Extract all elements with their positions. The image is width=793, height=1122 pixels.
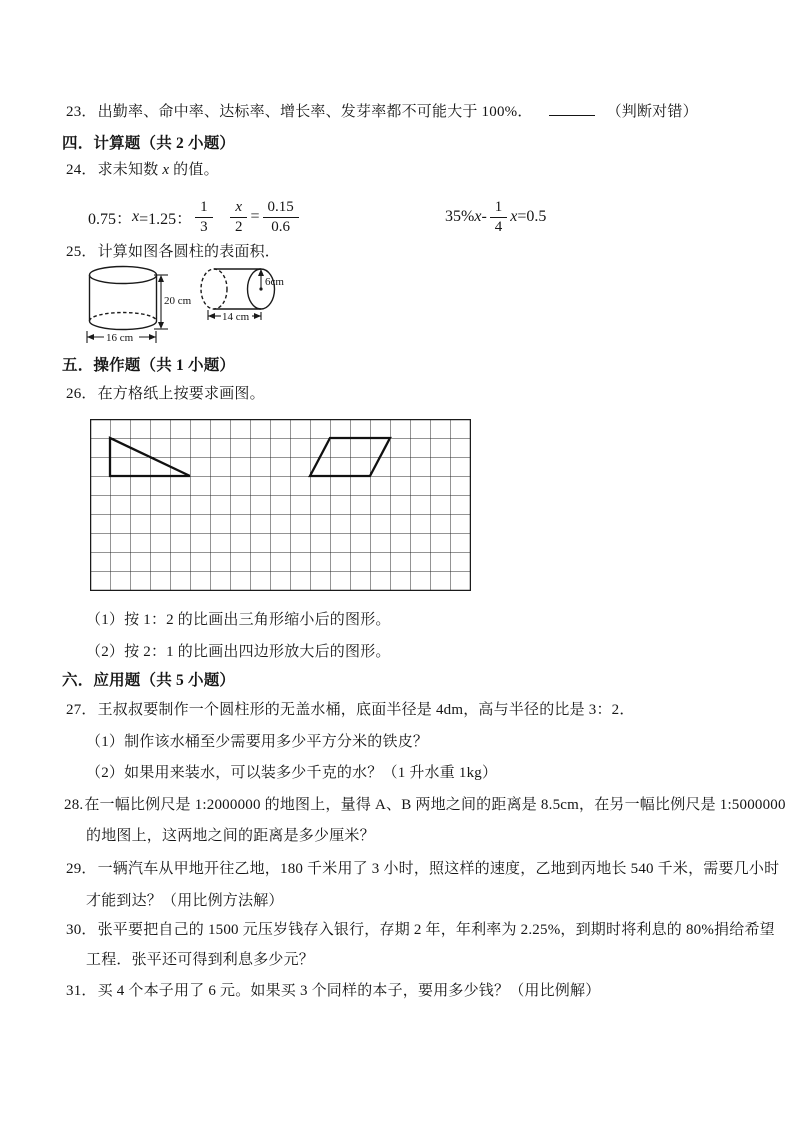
section-4-header: [62, 131, 235, 153]
question-27-number: 27．: [66, 702, 97, 718]
question-23-text: 出勤率、命中率、达标率、增长率、发芽率都不可能大于 100%．: [97, 104, 533, 120]
question-30-text-line2: 工程．张平还可得到利息多少元？: [86, 952, 315, 968]
question-25-number: 25．: [66, 244, 97, 260]
question-24-text-pre: 求未知数: [97, 162, 163, 178]
question-24-variable: x: [162, 162, 170, 178]
equation-2-equals: =: [250, 208, 260, 225]
question-31: [66, 979, 600, 1000]
equation-3-pre: 35%: [445, 208, 475, 225]
question-31-number: 31．: [66, 983, 97, 999]
equation-3-minus: -: [481, 208, 487, 225]
question-26-sub2: [86, 640, 391, 661]
question-29-line2: [86, 889, 284, 910]
equation-1-variable: x: [132, 208, 140, 225]
question-23-number: 23．: [66, 104, 97, 120]
question-26-sub2-text: （2）按 2：1 的比画出四边形放大后的图形。: [86, 644, 391, 660]
question-31-text: 买 4 个本子用了 6 元。如果买 3 个同样的本子，要用多少钱？（用比例解）: [97, 983, 601, 999]
equation-3-tail: =0.5: [517, 208, 547, 225]
question-27-sub1: [86, 730, 428, 751]
question-30-line1: [66, 918, 775, 939]
grid-border: [91, 420, 471, 591]
question-27-sub2: [86, 761, 497, 782]
question-30-text-line1: 张平要把自己的 1500 元压岁钱存入银行，存期 2 年，年利率为 2.25%，到期时将利息的 80%捐给希望: [97, 922, 775, 938]
question-28-line1: [64, 793, 786, 814]
equation-3-fraction: [490, 199, 508, 234]
question-28-text-line2: 的地图上，这两地之间的距离是多少厘米？: [86, 828, 375, 844]
equation-3-fraction-numerator: 1: [490, 199, 508, 217]
question-27: [66, 698, 635, 719]
cylinder2-radius-label: 6cm: [265, 276, 284, 288]
section-6-label: 六．应用题（共 5 小题）: [62, 672, 236, 689]
section-6-header: [62, 668, 235, 690]
equation-1-mid: =1.25：: [139, 210, 193, 228]
question-23-suffix: （判断对错）: [606, 104, 698, 120]
equation-2-right-denominator: 0.6: [271, 218, 291, 235]
equation-1-fraction-numerator: 1: [195, 199, 213, 217]
equation-2-right-fraction: [263, 199, 299, 234]
equation-1: [88, 192, 216, 242]
grid-paper-figure: [90, 419, 471, 591]
equation-3-variable1: x: [474, 208, 482, 225]
question-28-line2: [86, 824, 375, 845]
equation-3-variable2: x: [510, 208, 518, 225]
question-29-line1: [66, 857, 779, 878]
question-25: [66, 240, 280, 261]
question-26-sub1: [86, 608, 391, 629]
question-29-number: 29．: [66, 861, 97, 877]
equation-2-left-denominator: 2: [235, 218, 243, 235]
question-28-number: 28.: [64, 797, 84, 813]
question-30-number: 30．: [66, 922, 97, 938]
section-5-header: [62, 353, 235, 375]
horizontal-cylinder-figure: [197, 266, 303, 322]
question-26: [66, 382, 265, 403]
question-23: [66, 100, 698, 121]
question-26-text: 在方格纸上按要求画图。: [97, 386, 265, 402]
question-25-text: 计算如图各圆柱的表面积．: [97, 244, 281, 260]
question-26-sub1-text: （1）按 1：2 的比画出三角形缩小后的图形。: [86, 612, 391, 628]
cylinder2-length-label: 14 cm: [222, 311, 250, 322]
equation-2-left-numerator: x: [230, 199, 247, 217]
equation-2-right-numerator: 0.15: [263, 199, 299, 217]
question-26-number: 26．: [66, 386, 97, 402]
equation-1-pre: 0.75：: [88, 210, 133, 228]
equation-2: [227, 192, 302, 242]
equation-1-fraction-denominator: 3: [200, 218, 208, 235]
vertical-cylinder-figure: [84, 263, 202, 345]
question-27-sub2-text: （2）如果用来装水，可以装多少千克的水？（1 升水重 1kg）: [86, 765, 498, 781]
question-29-text-line2: 才能到达？（用比例方法解）: [86, 893, 284, 909]
equation-1-fraction: [195, 199, 213, 234]
question-24-text-post: 的值。: [169, 162, 219, 178]
question-23-answer-blank: [549, 102, 595, 116]
question-27-sub1-text: （1）制作该水桶至少需要用多少平方分米的铁皮？: [86, 734, 429, 750]
equation-3-fraction-denominator: 4: [494, 218, 503, 235]
question-27-text: 王叔叔要制作一个圆柱形的无盖水桶，底面半径是 4dm，高与半径的比是 3：2．: [97, 702, 635, 718]
question-24: [66, 158, 219, 179]
question-29-text-line1: 一辆汽车从甲地开往乙地，180 千米用了 3 小时，照这样的速度，乙地到丙地长 540 千米，需要几小时: [97, 861, 780, 877]
section-4-label: 四．计算题（共 2 小题）: [62, 135, 236, 152]
equation-3: [445, 192, 546, 242]
question-30-line2: [86, 948, 314, 969]
equation-2-left-fraction: [230, 199, 248, 234]
cylinder1-diameter-label: 16 cm: [106, 332, 134, 344]
question-28-text-line1: 在一幅比例尺是 1:2000000 的地图上，量得 A、B 两地之间的距离是 8.5cm，在另一幅比例尺是 1:5000000: [84, 797, 786, 813]
cylinder1-height-label: 20 cm: [164, 295, 192, 307]
question-24-number: 24．: [66, 162, 97, 178]
section-5-label: 五．操作题（共 1 小题）: [62, 357, 236, 374]
